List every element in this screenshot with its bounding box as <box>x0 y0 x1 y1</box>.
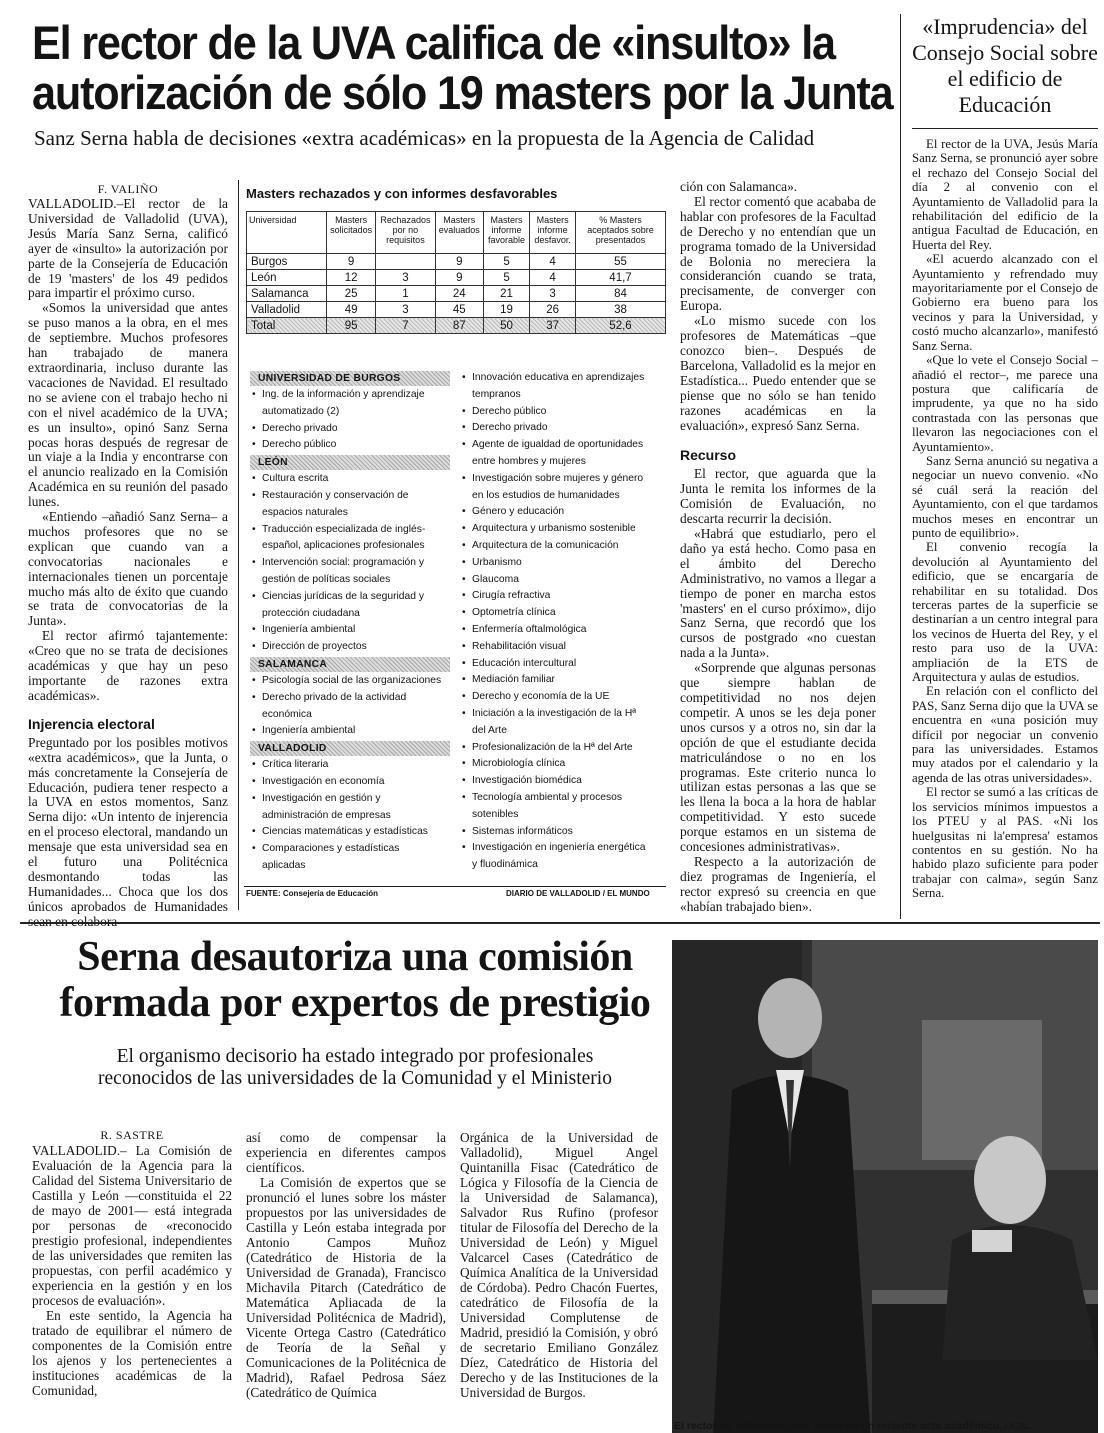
table-cell: Total <box>247 318 327 334</box>
table-row <box>247 302 666 318</box>
master-list-item: • Educación intercultural <box>460 656 668 673</box>
university-section-header: VALLADOLID <box>250 741 450 756</box>
paragraph: VALLADOLID.– La Comisión de Evaluación de la Agencia para la Calidad del Sistema Universitario de Castilla y León —constituida el 22 de mayo de 2001— está integrada por personas de «reconocido prestigio profesional, independientes de las universidades que remiten las propuestas, con perfil académico y experiencia en la gestión y en los procesos de evaluación». <box>32 1143 232 1308</box>
sidebar-body <box>912 137 1098 901</box>
second-subhead <box>40 1046 670 1090</box>
table-cell: 3 <box>530 286 576 302</box>
rector-photo <box>672 940 1098 1433</box>
article2-col2 <box>246 1130 446 1400</box>
second-subhead-line2: reconocidos de las universidades de la Comunidad y el Ministerio <box>98 1068 612 1089</box>
section-divider <box>20 922 1100 924</box>
paragraph: «Que lo vete el Consejo Social –añadió el rector–, me parece una postura que calificaría de imprudente, ya que no ha sido contrastada con las personas que llevaron las negociaciones con el Ayuntamiento». <box>912 353 1098 454</box>
table-cell: 37 <box>530 318 576 334</box>
table-cell: 49 <box>327 302 376 318</box>
master-list-item: • Ciencias jurídicas de la seguridad y <box>250 589 450 606</box>
table-cell: 12 <box>327 270 376 286</box>
paragraph: El convenio recogía la devolución al Ayuntamiento del edificio, que se encargaría de rehabilitar en su totalidad. Dos terceras partes de la superficie se destinarían a un centro integral para los vecinos de Huerta del Rey, y el resto para uso de la UVA: ampliación de la ETS de Arquitectura y aulas de estudios. <box>912 540 1098 685</box>
master-list-item: • Optometría clínica <box>460 605 668 622</box>
photo-image <box>672 940 1098 1433</box>
master-list-item: • Crítica literaria <box>250 757 450 774</box>
table-header: Masters evaluados <box>435 212 483 254</box>
university-section-header: SALAMANCA <box>250 657 450 672</box>
paragraph: «Sorprende que algunas personas que siempre hablan de competitividad no nos dejen competir. A unos se les deja poner unos cursos y a otros no, sin dar la opción de que el estudiante decida matriculándose o no en los programas. Este criterio nunca lo utilizan estas personas a las que se les llena la boca a la hora de hablar competitividad. Y esto sucede porque estamos en un sistema de concesiones administrativas». <box>680 660 876 855</box>
master-list-item: • Psicología social de las organizaciones <box>250 673 450 690</box>
table-cell: 19 <box>483 302 529 318</box>
master-list-item: • Investigación biomédica <box>460 773 668 790</box>
master-list-item-continuation: aplicadas <box>262 859 306 871</box>
master-list-item: • Derecho privado <box>250 421 450 438</box>
master-list-item: • Dirección de proyectos <box>250 639 450 656</box>
table-cell: 84 <box>576 286 666 302</box>
master-list-item-continuation: automatizado (2) <box>262 405 340 417</box>
table-cell: 55 <box>576 254 666 270</box>
master-list-item: • Cirugía refractiva <box>460 588 668 605</box>
master-list-item: • Investigación sobre mujeres y género <box>460 471 668 488</box>
paragraph: «El acuerdo alcanzado con el Ayuntamiento y refrendado muy mayoritariamente por el Consejo de Gobierno era bueno para los vecinos y para la Universidad, y costó mucho alcanzarlo», manifestó Sanz Serna. <box>912 252 1098 353</box>
article1-col1b-body <box>28 736 228 930</box>
master-list-item: • Investigación en ingeniería energética <box>460 840 668 857</box>
master-list-item: • Derecho privado de la actividad <box>250 690 450 707</box>
master-list-item: • Arquitectura de la comunicación <box>460 538 668 555</box>
paragraph: Respecto a la autorización de diez programas de Ingeniería, el rector expresó su creencia en que «habían trabajado bien». <box>680 853 876 914</box>
main-headline <box>32 18 892 118</box>
photo-caption <box>674 1420 1030 1432</box>
table-cell: 5 <box>483 254 529 270</box>
table-title: Masters rechazados y con informes desfavorables <box>246 186 558 201</box>
table-header: Masters informe favorable <box>483 212 529 254</box>
masters-table-block <box>246 186 668 334</box>
master-list-item-continuation: entre hombres y mujeres <box>472 455 586 467</box>
second-headline-line1: Serna desautoriza una comisión <box>77 934 633 980</box>
master-list-item-continuation: gestión de políticas sociales <box>262 573 391 585</box>
table-cell: 1 <box>376 286 435 302</box>
article1-col1 <box>28 182 228 930</box>
table-cell: 50 <box>483 318 529 334</box>
table-cell: 9 <box>327 254 376 270</box>
table-cell: 7 <box>376 318 435 334</box>
master-list-item: • Glaucoma <box>460 572 668 589</box>
master-list-item: • Ingeniería ambiental <box>250 723 450 740</box>
paragraph: Sanz Serna anunció su negativa a negociar un nuevo convenio. «No sé cuál será la reación del Ayuntamiento, con el que tardamos muchos meses en encontrar un punto de equilibrio». <box>912 453 1098 540</box>
master-list-item: • Profesionalización de la Hª del Arte <box>460 740 668 757</box>
paragraph: La Comisión de expertos que se pronunció el lunes sobre los máster propuestos por las universidades de Castilla y León estaba integrada por Antonio Campos Muñoz (Catedrático de Historia de la Universidad de Granada), Francisco Michavila Pitarch (Catedrático de Matemática Apliacada de la Universidad Politécnica de Madrid), Vicente Ortega Castro (Catedrático de Teoría de la Señal y Comunicaciones de la Politécnica de Madrid), Rafael Pedrosa Sáez (Catedrático de Química <box>246 1175 446 1400</box>
crosshead-injerencia: Injerencia electoral <box>28 715 155 732</box>
column-rule <box>238 180 239 910</box>
master-list-item: • Mediación familiar <box>460 672 668 689</box>
table-cell: 5 <box>483 270 529 286</box>
table-cell: 26 <box>530 302 576 318</box>
second-headline-line2: formada por expertos de prestigio <box>59 980 651 1026</box>
table-cell: 24 <box>435 286 483 302</box>
master-list-item: • Restauración y conservación de <box>250 488 450 505</box>
paragraph: ción con Salamanca». <box>680 179 798 194</box>
master-list-item-continuation: sotenibles <box>472 808 519 820</box>
article2-col3 <box>460 1130 658 1400</box>
master-list-item: • Agente de igualdad de oportunidades <box>460 437 668 454</box>
table-header: Masters informe desfavor. <box>530 212 576 254</box>
paragraph: «Somos la universidad que antes se puso manos a la obra, en el mes de septiembre. Muchos profesores han trabajado de manera extraordinaria, incluso durante las vacaciones de Navidad. El resultado no se aviene con el trabajo hecho ni con el nivel académico de la UVA; es un insulto», opinó Sanz Serna pocas horas después de regresar de un viaje a la India y encontrarse con el anuncio realizado en la Comisión Académica en su reunión del pasado lunes. <box>28 300 228 510</box>
table-cell: 9 <box>435 254 483 270</box>
article2-col1-body <box>32 1143 232 1398</box>
sidebar-title: «Imprudencia» del Consejo Social sobre el edificio de Educación <box>912 14 1098 117</box>
table-cell: Valladolid <box>247 302 327 318</box>
article2-col1 <box>32 1128 232 1398</box>
master-list-item-continuation: económica <box>262 708 312 720</box>
crosshead-recurso: Recurso <box>680 447 737 464</box>
master-list-item: • Enfermería oftalmológica <box>460 622 668 639</box>
master-list-item: • Investigación en gestión y <box>250 791 450 808</box>
paragraph: Preguntado por los posibles motivos «extra académicos», que la Junta, o más concretamente la Consejería de Educación, pudiera tener respecto a la UVA en estos momentos, Sanz Serna dijo: «Un intento de injerencia en el proceso electoral, mandando un mensaje que esta universidad sea en el futuro una Politécnica desmontando todas las Humanidades... Choca que los dos únicos aprobados de Humanidades <box>28 734 228 914</box>
master-list-item-continuation: espacios naturales <box>262 506 348 518</box>
master-list-item: • Derecho y economía de la UE <box>460 689 668 706</box>
second-subhead-line1: El organismo decisorio ha estado integrado por profesionales <box>116 1046 594 1067</box>
master-list-item: • Cultura escrita <box>250 471 450 488</box>
master-list-item: • Urbanismo <box>460 555 668 572</box>
master-list-item: • Comparaciones y estadísticas <box>250 841 450 858</box>
table-cell: 9 <box>435 270 483 286</box>
paragraph: El rector se sumó a las críticas de los servicios mínimos impuestos a los PTEU y al PAS. «Ni los huelgusitas ni la'empresa' estamos contentos en su gestión. No ha habido plazo suficiente para poder trabajar con calma», según Sanz Serna. <box>912 785 1098 901</box>
sidebar-rule <box>900 14 901 919</box>
article1-col3b-body <box>680 467 876 914</box>
table-cell: 52,6 <box>576 318 666 334</box>
paragraph: El rector de la UVA, Jesús María Sanz Serna, se pronunció ayer sobre el rechazo del Consejo Social del día 2 al convenio con el Ayuntamiento de Valladolid para la rehabilitación del edificio de la antigua Facultad de Educación, en Huerta del Rey. <box>912 137 1098 252</box>
paragraph: El rector afirmó tajantemente: «Creo que no se trata de decisiones académicas y que hay un peso importante de razones extra académicas». <box>28 628 228 703</box>
master-list-item: • Rehabilitación visual <box>460 639 668 656</box>
table-row <box>247 254 666 270</box>
table-header: Masters solicitados <box>327 212 376 254</box>
table-cell: León <box>247 270 327 286</box>
table-row <box>247 286 666 302</box>
article1-col3-body <box>680 180 876 433</box>
paragraph: VALLADOLID.–El rector de la Universidad de Valladolid (UVA), Jesús María Sanz Serna, calificó ayer de «insulto» la autorización por parte de la Consejería de Educación de 19 'masters' de los 49 pedidos para impartir el próximo curso. <box>28 196 228 301</box>
table-header: % Masters aceptados sobre presentados <box>576 212 666 254</box>
second-headline <box>40 934 670 1026</box>
master-list-item: • Derecho público <box>250 437 450 454</box>
master-list-item-continuation: del Arte <box>472 724 507 736</box>
sidebar <box>912 14 1098 901</box>
table-source: FUENTE: Consejería de Educación <box>246 889 379 898</box>
paragraph: El rector comentó que acababa de hablar con profesores de la Facultad de Derecho y no entendían que un programa tomado de la Universidad de Bolonia no mereciera la consideranción cuando se trata, precisamente, de converger con Europa. <box>680 193 876 314</box>
master-list-item: • Ing. de la información y aprendizaje <box>250 387 450 404</box>
master-list-item: • Derecho público <box>460 404 668 421</box>
table-credit: DIARIO DE VALLADOLID / EL MUNDO <box>506 889 650 898</box>
article2-col2-body <box>246 1130 446 1400</box>
article1-col1-body <box>28 197 228 704</box>
table-cell: 38 <box>576 302 666 318</box>
paragraph: «Habrá que estudiarlo, pero el daño ya está hecho. Como pasa en el ámbito del Derecho Administrativo, no vamos a llegar a tiempo de poner en marcha estos 'masters' en el curso próximo», dijo Sanz Serna, que recordó que los cursos de postgrado «no cuestan nada a la Junta». <box>680 526 876 661</box>
table-footer-rule <box>244 886 666 887</box>
paragraph: El rector, que aguarda que la Junta le remita los informes de la Comisión de Evaluación, no descarta recurrir la decisión. <box>680 466 876 527</box>
master-list-item-continuation: en los estudios de humanidades <box>472 489 620 501</box>
table-cell: 3 <box>376 302 435 318</box>
table-cell: 21 <box>483 286 529 302</box>
main-headline-line2: autorización de sólo 19 masters por la Junta <box>32 66 893 119</box>
main-subhead: Sanz Serna habla de decisiones «extra académicas» en la propuesta de la Agencia de Calidad <box>34 126 815 150</box>
master-list-item: • Género y educación <box>460 504 668 521</box>
table-header-row <box>247 212 666 254</box>
table-cell: 41,7 <box>576 270 666 286</box>
paragraph: «Lo mismo sucede con los profesores de Matemáticas –que conozco bien–. Después de Barcelona, Valladolid es la mejor en Estadística... Puedo entender que se piense que no sólo se han tenido razones académicas en la evaluación», expresó Sanz Serna. <box>680 313 876 433</box>
master-list-item-continuation: y fluodinámica <box>472 859 538 871</box>
master-list-item-continuation: español, aplicaciones profesionales <box>262 540 425 552</box>
article2-col3-body <box>460 1130 658 1400</box>
table-cell: 87 <box>435 318 483 334</box>
master-list-item: • Ciencias matemáticas y estadísticas <box>250 824 450 841</box>
master-list-item: • Microbiología clínica <box>460 756 668 773</box>
table-header: Rechazados por no requisitos <box>376 212 435 254</box>
masters-list-left <box>250 370 450 875</box>
master-list-item-continuation: administración de empresas <box>262 809 391 821</box>
table-cell: 45 <box>435 302 483 318</box>
table-cell: 25 <box>327 286 376 302</box>
table-row <box>247 270 666 286</box>
paragraph: En este sentido, la Agencia ha tratado de equilibrar el número de componentes de la Comisión entre los ajenos y los pertenecientes a instituciones académicas de la Comunidad, <box>32 1308 232 1398</box>
paragraph: «Entiendo –añadió Sanz Serna– a muchos profesores que no se explican que cuando van a convocatorias nacionales e internacionales tienen un porcentaje mucho más alto de éxito que cuando se trata de convocatorias de la Junta». <box>28 509 228 629</box>
master-list-item-continuation: tempranos <box>472 388 521 400</box>
paragraph: En relación con el conflicto del PAS, Sanz Serna dijo que la UVA se encuentra en «una posición muy difícil por negociar un convenio para las universidades. Estamos muy atados por el calendario y la agenda de las otras universidades». <box>912 684 1098 785</box>
paragraph: así como de compensar la experiencia en diferentes campos científicos. <box>246 1130 446 1175</box>
master-list-item: • Ingeniería ambiental <box>250 622 450 639</box>
master-list-item: • Sistemas informáticos <box>460 824 668 841</box>
table-header: Universidad <box>247 212 327 254</box>
main-headline-line1: El rector de la UVA califica de «insulto» la <box>32 16 835 69</box>
master-list-item: • Intervención social: programación y <box>250 555 450 572</box>
table-cell: 3 <box>376 270 435 286</box>
caption-text: El rector de Valladolid Sanz Serna en un reciente acto académico. <box>674 1420 1002 1432</box>
masters-list-right <box>460 370 668 874</box>
master-list-item-continuation: protección ciudadana <box>262 607 360 619</box>
table-cell: 4 <box>530 270 576 286</box>
university-section-header: UNIVERSIDAD DE BURGOS <box>250 371 450 386</box>
table-cell: Burgos <box>247 254 327 270</box>
caption-credit: / ICAL <box>1004 1421 1030 1431</box>
masters-table <box>246 211 666 334</box>
master-list-item: • Innovación educativa en aprendizajes <box>460 370 668 387</box>
university-section-header: LEÓN <box>250 455 450 470</box>
sidebar-title-rule <box>912 128 1098 129</box>
table-cell: 4 <box>530 254 576 270</box>
master-list-item: • Tecnología ambiental y procesos <box>460 790 668 807</box>
paragraph: Orgánica de la Universidad de Valladolid), Miguel Angel Quintanilla Fisac (Catedrático de Lógica y Filosofía de la Ciencia de la Universidad de Salamanca), Salvador Rus Rufino (profesor titular de Filosofía del Derecho de la Universidad de León) y Miguel Valcarcel Cases (Catedrático de Química Analítica de la Universidad de Córdoba). Pedro Chacón Fuertes, catedrático de Filosofía de la Universidad Complutense de Madrid, presidió la Comisión, y obró de secretario Emiliano González Díez, Catedrático de Historia del Derecho y de las Instituciones de la Universidad de Burgos. <box>460 1130 658 1400</box>
master-list-item: • Investigación en economía <box>250 774 450 791</box>
master-list-item: • Arquitectura y urbanismo sostenible <box>460 521 668 538</box>
master-list-item: • Traducción especializada de inglés- <box>250 522 450 539</box>
article1-col3 <box>680 180 876 915</box>
table-cell <box>376 254 435 270</box>
master-list-item: • Derecho privado <box>460 420 668 437</box>
table-cell: Salamanca <box>247 286 327 302</box>
table-cell: 95 <box>327 318 376 334</box>
byline: R. SASTRE <box>100 1128 164 1142</box>
master-list-item: • Iniciación a la investigación de la Hª <box>460 706 668 723</box>
table-total-row <box>247 318 666 334</box>
byline: F. VALIÑO <box>97 182 159 196</box>
